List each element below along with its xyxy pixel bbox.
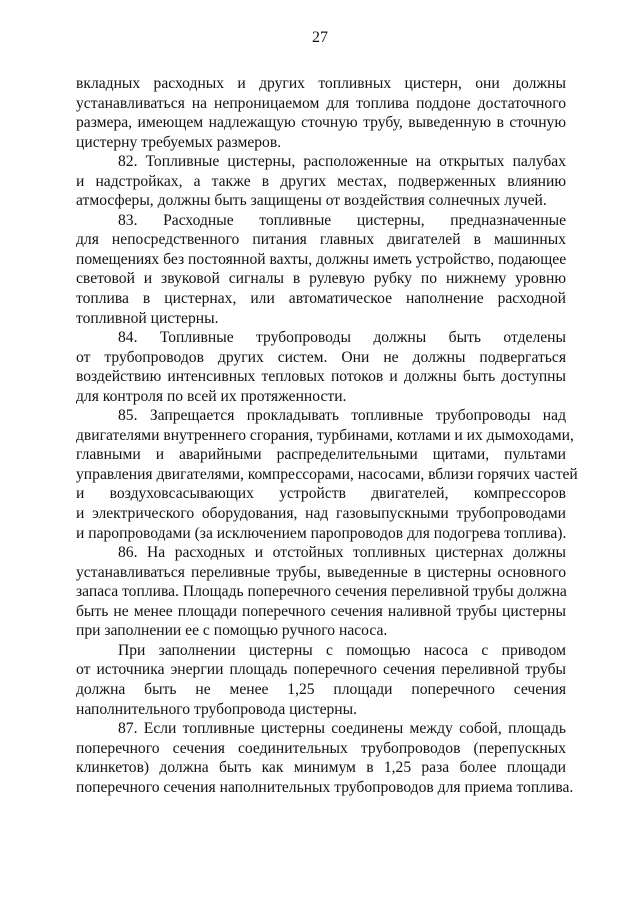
text-line: наполнительного трубопровода цистерны. <box>76 700 358 718</box>
text-line: топлива в цистернах, или автоматическое наполнение расходной <box>76 290 566 308</box>
paragraph-84 <box>76 328 566 406</box>
text-line: и электрического оборудования, над газовыпускными трубопроводами <box>76 505 566 523</box>
text-line: помещениях без постоянной вахты, должны иметь устройство, подающее <box>76 250 567 268</box>
text-line: от источника энергии площадь поперечного сечения переливной трубы <box>76 661 566 679</box>
text-line: главными и аварийными распределительными щитами, пультами <box>76 446 566 464</box>
text-line: двигателями внутреннего сгорания, турбинами, котлами и их дымоходами, <box>76 426 574 444</box>
text-line: быть не менее площади поперечного сечения наливной трубы цистерны <box>76 602 566 620</box>
text-line: и надстройках, а также в других местах, подверженных влиянию <box>76 172 566 190</box>
text-line: цистерну требуемых размеров. <box>76 133 282 151</box>
text-line: топливной цистерны. <box>76 309 219 327</box>
text-line: и паропроводами (за исключением паропроводов для подогрева топлива). <box>76 524 567 542</box>
text-line: запаса топлива. Площадь поперечного сечения переливной трубы должна <box>76 583 567 601</box>
text-line: 86. На расходных и отстойных топливных цистернах должны <box>118 544 566 562</box>
paragraph-82 <box>76 152 566 211</box>
text-line: устанавливаться на непроницаемом для топлива поддоне достаточного <box>76 94 566 112</box>
text-line: воздействию интенсивных тепловых потоков и должны быть доступны <box>76 368 566 386</box>
paragraph-86-continued <box>76 641 566 719</box>
text-line: атмосферы, должны быть защищены от воздействия солнечных лучей. <box>76 192 547 210</box>
text-line: от трубопроводов других систем. Они не должны подвергаться <box>76 348 566 366</box>
text-line: поперечного сечения соединительных трубопроводов (перепускных <box>76 739 566 757</box>
page-number: 27 <box>312 29 328 46</box>
text-line: при заполнении ее с помощью ручного насоса. <box>76 622 388 640</box>
paragraph-87 <box>76 719 574 797</box>
text-line: 85. Запрещается прокладывать топливные трубопроводы над <box>118 407 566 425</box>
text-line: должна быть не менее 1,25 площади поперечного сечения <box>76 680 566 698</box>
paragraph-continuation <box>76 74 566 152</box>
text-line: 87. Если топливные цистерны соединены между собой, площадь <box>118 720 566 738</box>
text-line: размера, имеющем надлежащую сточную трубу, выведенную в сточную <box>76 114 566 132</box>
text-line: вкладных расходных и других топливных цистерн, они должны <box>76 75 566 92</box>
text-line: и воздуховсасывающих устройств двигателей, компрессоров <box>76 485 566 503</box>
text-line: 84. Топливные трубопроводы должны быть отделены <box>118 329 566 347</box>
text-line: для контроля по всей их протяженности. <box>76 387 347 405</box>
text-line: для непосредственного питания главных двигателей в машинных <box>76 231 566 249</box>
paragraph-83 <box>76 211 566 328</box>
text-line: 83. Расходные топливные цистерны, предназначенные <box>118 211 566 229</box>
paragraph-85 <box>76 406 578 543</box>
paragraph-86 <box>76 543 566 641</box>
text-line: управления двигателями, компрессорами, насосами, вблизи горячих частей <box>76 465 578 483</box>
text-line: устанавливаться переливные трубы, выведенные в цистерны основного <box>76 563 566 581</box>
text-line: клинкетов) должна быть как минимум в 1,25 раза более площади <box>76 759 566 777</box>
text-line: 82. Топливные цистерны, расположенные на открытых палубах <box>118 153 566 171</box>
text-line: При заполнении цистерны с помощью насоса с приводом <box>118 641 566 659</box>
document-body <box>76 74 578 797</box>
text-line: световой и звуковой сигналы в рулевую рубку по нижнему уровню <box>76 270 566 288</box>
text-line: поперечного сечения наполнительных трубопроводов для приема топлива. <box>76 778 574 796</box>
